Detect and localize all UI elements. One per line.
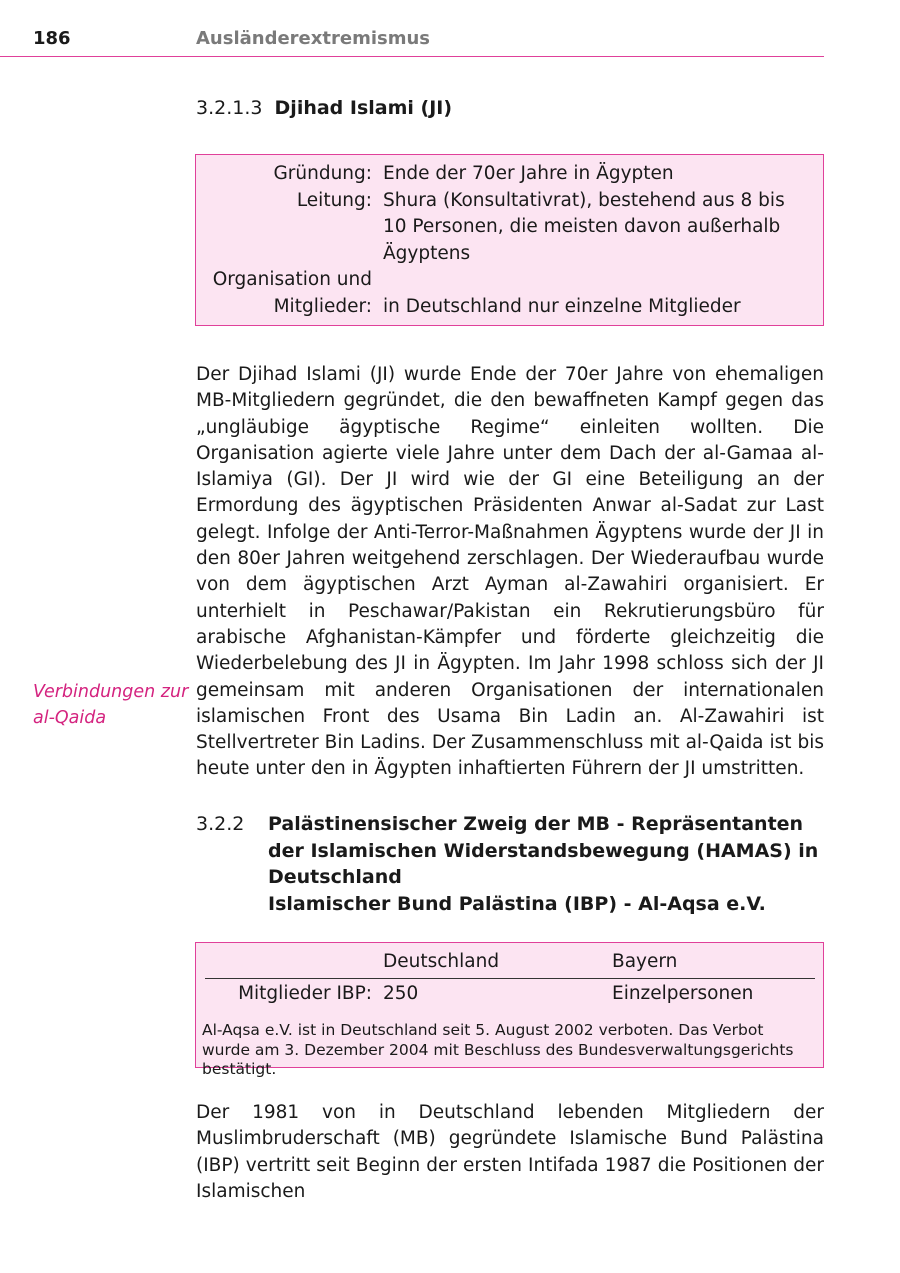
margin-note-line: al-Qaida xyxy=(33,708,107,729)
section-title-line: Deutschland xyxy=(268,866,402,888)
row-label: Mitglieder IBP: xyxy=(238,983,372,1004)
page-number: 186 xyxy=(33,28,71,49)
header-rule xyxy=(0,56,824,57)
info-value: Ende der 70er Jahre in Ägypten xyxy=(383,163,674,184)
info-key: Leitung: xyxy=(296,189,372,211)
section-title: Djihad Islami (JI) xyxy=(274,97,453,119)
info-box-djihad xyxy=(195,154,824,326)
section-title-line: Islamischer Bund Palästina (IBP) - Al-Aqsa e.V. xyxy=(268,892,766,915)
section-title xyxy=(268,811,828,917)
table-rule xyxy=(205,978,815,979)
info-key: Mitglieder: xyxy=(273,295,372,317)
section-heading-3-2-1-3 xyxy=(196,97,824,119)
section-number: 3.2.1.3 xyxy=(196,97,263,119)
info-key: Gründung: xyxy=(273,163,372,184)
body-paragraph-ibp: Der 1981 von in Deutschland lebenden Mitgliedern der Muslimbruderschaft (MB) gegründete Islamische Bund Palästina (IBP) vertritt seit Beginn der ersten Intifada 1987 die Positionen der Islamischen xyxy=(196,1102,824,1202)
cell-bayern: Einzelpersonen xyxy=(612,983,754,1004)
info-box-ibp xyxy=(195,942,824,1078)
cell-deutschland: 250 xyxy=(383,983,419,1004)
margin-note-line: Verbindungen zur xyxy=(33,682,189,702)
body-paragraph-ji: Der Djihad Islami (JI) wurde Ende der 70er Jahre von ehemaligen MB-Mitgliedern gegründet, die den bewaffneten Kampf gegen das „ungläubige ägyptische Regime“ einleiten wollten. Die Organisation agierte viele Jahre unter dem Dach der al-Gamaa al-Islamiya (GI). Der JI wird wie der GI eine Beteiligung an der Ermordung des ägyptischen Präsidenten Anwar al-Sadat zur Last gelegt. Infolge der Anti-Terror-Maßnahmen Ägyptens wurde der JI in den 80er Jahren weitgehend zerschlagen. Der Wiederaufbau wurde von dem ägyptischen Arzt Ayman al-Zawahiri organisiert. Er unterhielt in Peschawar/Pakistan ein Rekrutierungsbüro für arabische Afghanistan-Kämpfer und förderte gleichzeitig die Wiederbelebung des JI in Ägypten. Im Jahr 1998 schloss sich der JI gemeinsam mit anderen Organisationen der internationalen islamischen Front des Usama Bin Ladin an. Al-Zawahiri ist Stellvertreter Bin Ladins. Der Zusammenschluss mit al-Qaida ist bis heute unter den in Ägypten inhaftierten Führern der JI umstritten. xyxy=(196,364,824,780)
column-header-bayern: Bayern xyxy=(612,951,678,972)
section-number: 3.2.2 xyxy=(196,813,245,835)
section-title-line: Palästinensischer Zweig der MB - Repräsentanten xyxy=(268,813,804,835)
ban-note: Al-Aqsa e.V. ist in Deutschland seit 5. August 2002 verboten. Das Verbot wurde am 3. Dezember 2004 mit Beschluss des Bundesverwaltungsgerichts bestätigt. xyxy=(202,1021,794,1078)
margin-note xyxy=(33,679,193,732)
section-title-line: der Islamischen Widerstandsbewegung (HAMAS) in xyxy=(268,839,819,862)
info-key: Organisation und xyxy=(212,269,372,290)
running-title: Ausländerextremismus xyxy=(196,28,430,49)
info-value: in Deutschland nur einzelne Mitglieder xyxy=(383,295,741,317)
column-header-deutschland: Deutschland xyxy=(383,951,500,972)
info-value: Shura (Konsultativrat), bestehend aus 8 bis 10 Personen, die meisten davon außerhalb Ägyptens xyxy=(383,189,785,264)
